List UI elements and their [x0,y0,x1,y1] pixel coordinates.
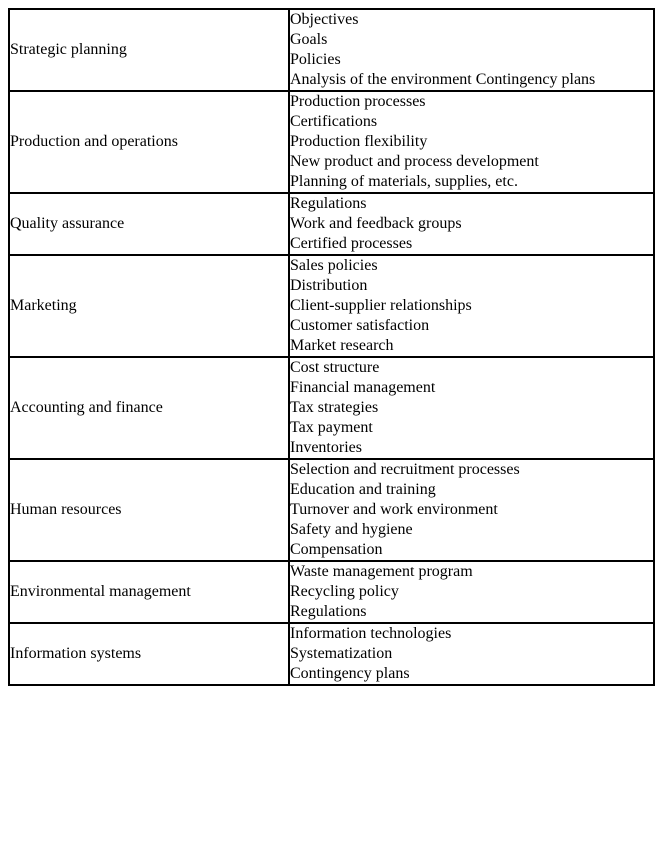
area-name: Environmental management [9,561,289,623]
list-item: Financial management [290,379,436,396]
list-item: Objectives [290,11,359,28]
list-item: Production processes [290,93,426,110]
area-name: Human resources [9,459,289,561]
list-item: Certifications [290,113,378,130]
list-item: Education and training [290,481,436,498]
list-item: Compensation [290,541,383,558]
list-item: Waste management program [290,563,473,580]
list-item: Contingency plans [290,665,410,682]
area-items [289,255,654,357]
table-row [9,193,654,255]
list-item: Inventories [290,439,362,456]
list-item: Cost structure [290,359,380,376]
list-item: Systematization [290,645,393,662]
area-name: Marketing [9,255,289,357]
list-item: Regulations [290,195,367,212]
area-name: Production and operations [9,91,289,193]
area-name: Accounting and finance [9,357,289,459]
list-item: Planning of materials, supplies, etc. [290,173,518,190]
table-row [9,459,654,561]
area-items [289,9,654,91]
list-item: Analysis of the environment Contingency plans [290,71,596,88]
list-item: Turnover and work environment [290,501,498,518]
list-item: Regulations [290,603,367,620]
area-name: Information systems [9,623,289,685]
list-item: Work and feedback groups [290,215,462,232]
table-row [9,91,654,193]
list-item: Market research [290,337,394,354]
area-name: Quality assurance [9,193,289,255]
list-item: Client-supplier relationships [290,297,472,314]
area-items [289,459,654,561]
list-item: Policies [290,51,341,68]
list-item: Distribution [290,277,368,294]
table-row [9,623,654,685]
list-item: Customer satisfaction [290,317,430,334]
area-name: Strategic planning [9,9,289,91]
area-items [289,623,654,685]
functional-areas-table [8,8,655,686]
list-item: Tax strategies [290,399,379,416]
table-row [9,561,654,623]
list-item: Certified processes [290,235,413,252]
list-item: Safety and hygiene [290,521,413,538]
area-items [289,91,654,193]
list-item: Selection and recruitment processes [290,461,520,478]
area-items [289,193,654,255]
list-item: Tax payment [290,419,373,436]
list-item: Information technologies [290,625,452,642]
table-row [9,357,654,459]
list-item: Production flexibility [290,133,428,150]
list-item: Recycling policy [290,583,399,600]
list-item: Sales policies [290,257,378,274]
area-items [289,561,654,623]
area-items [289,357,654,459]
list-item: Goals [290,31,328,48]
table-row [9,9,654,91]
table-row [9,255,654,357]
list-item: New product and process development [290,153,539,170]
